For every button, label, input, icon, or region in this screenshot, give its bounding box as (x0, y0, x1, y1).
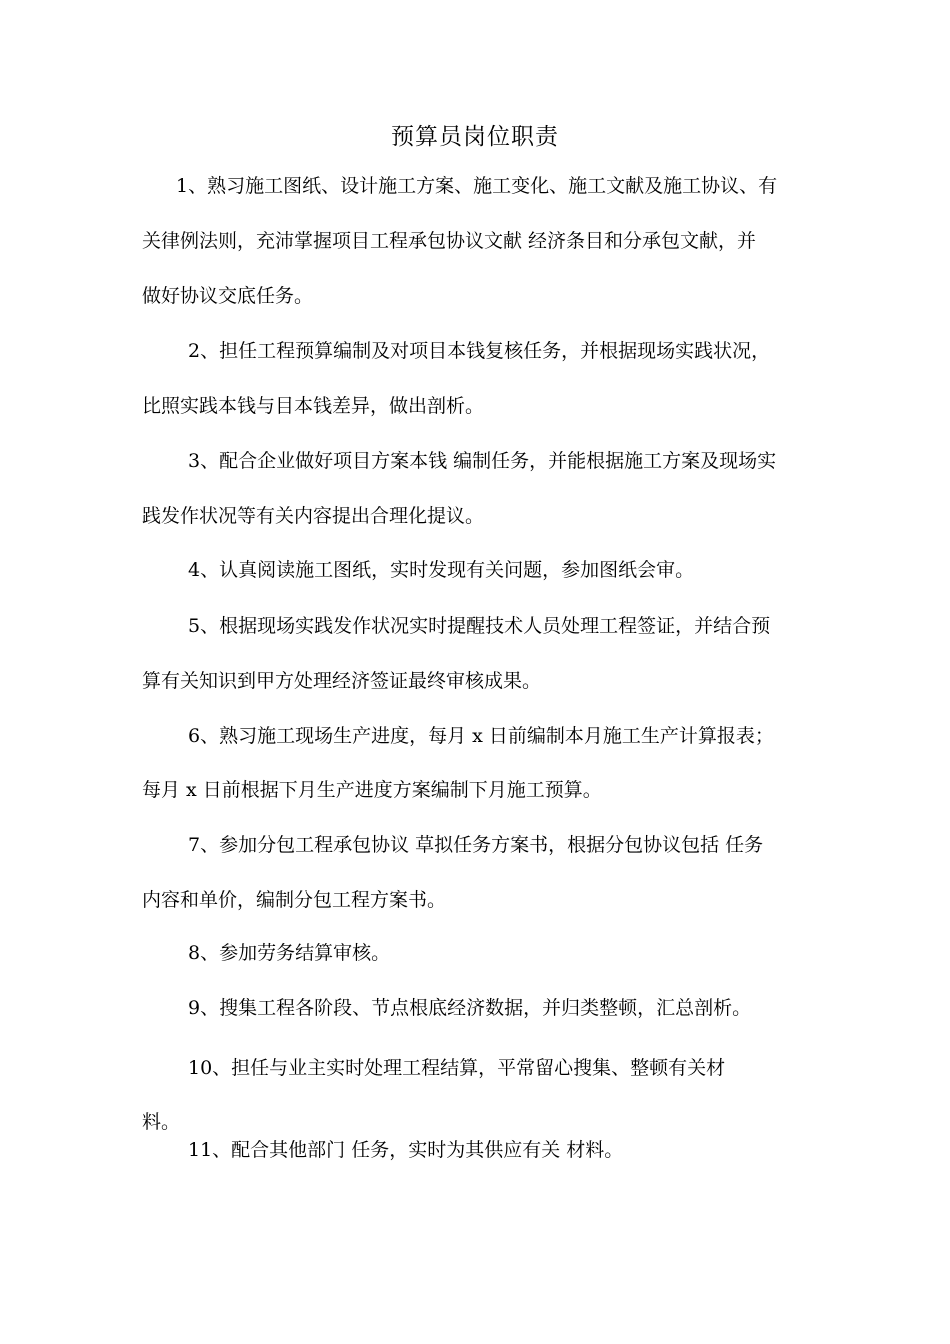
paragraph-1-line-3: 做好协议交底任务。 (142, 285, 314, 307)
paragraph-8-line-1: 8、参加劳务结算审核。 (188, 942, 391, 964)
paragraph-5-line-1: 5、根据现场实践发作状况实时提醒技术人员处理工程签证，并结合预 (188, 615, 771, 637)
paragraph-10-line-1: 10、担任与业主实时处理工程结算，平常留心搜集、整顿有关材 (188, 1057, 726, 1079)
paragraph-3-line-2: 践发作状况等有关内容提出合理化提议。 (142, 505, 485, 527)
paragraph-2-line-1: 2、担任工程预算编制及对项目本钱复核任务，并根据现场实践状况， (188, 340, 771, 362)
paragraph-5-line-2: 算有关知识到甲方处理经济签证最终审核成果。 (142, 670, 542, 692)
document-title: 预算员岗位职责 (391, 124, 559, 150)
paragraph-7-line-2: 内容和单价，编制分包工程方案书。 (142, 889, 447, 911)
paragraph-4-line-1: 4、认真阅读施工图纸，实时发现有关问题，参加图纸会审。 (188, 559, 695, 581)
paragraph-3-line-1: 3、配合企业做好项目方案本钱 编制任务，并能根据施工方案及现场实 (188, 450, 777, 472)
paragraph-6-line-2: 每月 x 日前根据下月生产进度方案编制下月施工预算。 (142, 779, 602, 801)
paragraph-1-line-2: 关律例法则，充沛掌握项目工程承包协议文献 经济条目和分承包文献，并 (142, 230, 757, 252)
paragraph-2-line-2: 比照实践本钱与目本钱差异，做出剖析。 (142, 395, 485, 417)
paragraph-1-line-1: 1、熟习施工图纸、设计施工方案、施工变化、施工文献及施工协议、有 (176, 175, 778, 197)
paragraph-11-line-1: 11、配合其他部门 任务，实时为其供应有关 材料。 (188, 1139, 624, 1161)
paragraph-6-line-1: 6、熟习施工现场生产进度，每月 x 日前编制本月施工生产计算报表； (188, 725, 774, 747)
paragraph-10-line-2: 料。 (142, 1111, 181, 1133)
paragraph-9-line-1: 9、搜集工程各阶段、节点根底经济数据，并归类整顿，汇总剖析。 (188, 997, 752, 1019)
paragraph-7-line-1: 7、参加分包工程承包协议 草拟任务方案书，根据分包协议包括 任务 (188, 834, 764, 856)
